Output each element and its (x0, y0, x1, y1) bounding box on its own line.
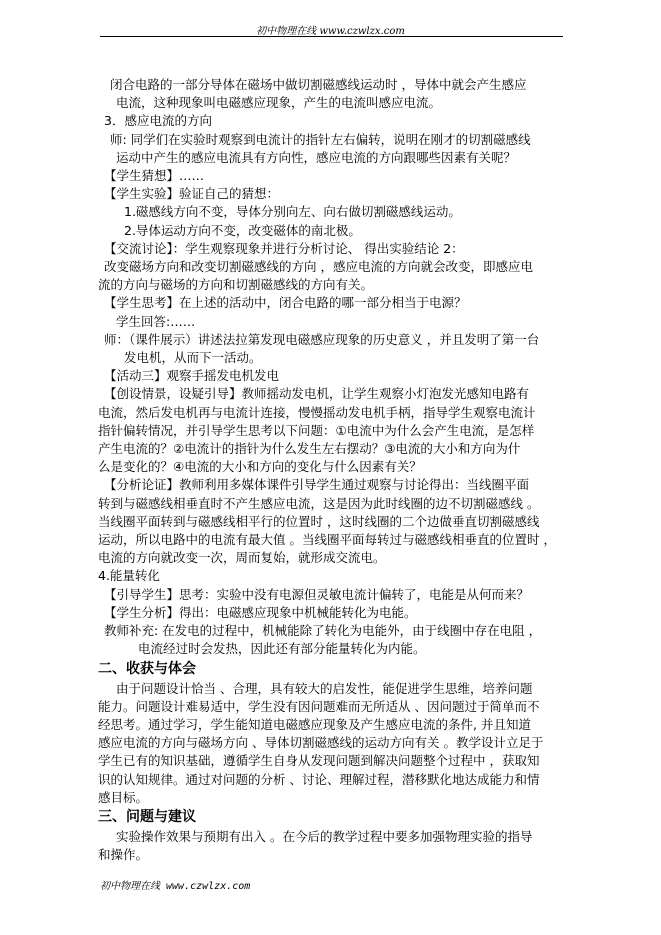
text-line: 学生回答:…… (116, 313, 196, 329)
section-heading: 二、收获与体会 (98, 660, 196, 677)
text-line: 4.能量转化 (98, 568, 160, 584)
text-line: 师：（课件展示）讲述法拉第发现电磁感应现象的历史意义 ，并且发明了第一台 (104, 331, 540, 347)
text-line: 电流经过时会发热，因此还有部分能量转化为内能。 (138, 641, 426, 657)
text-line: 识的认知规律。通过对问题的分析 、讨论、理解过程，潜移默化地达成能力和情 (98, 771, 540, 787)
text-line: 【交流讨论】：学生观察现象并进行分析讨论、 得出实验结论 2： (104, 240, 464, 256)
page-header: 初中物理在线 www.czwlzx.com (256, 26, 405, 37)
text-line: 学生已有的知识基础，遵循学生自身从发现问题到解决问题整个过程中 ，获取知 (98, 753, 540, 769)
text-line: 电流，这种现象叫电磁感应现象，产生的电流叫感应电流。 (116, 95, 442, 111)
text-line: 能力。问题设计难易适中，学生没有因问题难而无所适从 、因问题过于简单而不 (98, 698, 540, 714)
text-line: 转到与磁感线相垂直时不产生感应电流，这是因为此时线圈的边不切割磁感线 。 (98, 495, 540, 511)
text-line: 么是变化的？④电流的大小和方向的变化与什么因素有关？ (98, 459, 422, 475)
text-line: 【学生思考】在上述的活动中，闭合电路的哪一部分相当于电源？ (104, 295, 467, 311)
text-line: 3．感应电流的方向 (104, 113, 212, 129)
text-line: 经思考。通过学习，学生能知道电磁感应现象及产生感应电流的条件, 并且知道 (98, 716, 531, 732)
text-line: 2.导体运动方向不变，改变磁体的南北极。 (124, 222, 361, 238)
text-line: 【引导学生】思考：实验中没有电源但灵敏电流计偏转了，电能是从何而来？ (104, 586, 530, 602)
document-body (98, 76, 568, 864)
text-line: 师: 同学们在实验时观察到电流计的指针左右偏转，说明在刚才的切割磁感线 (110, 131, 531, 147)
text-line: 电流，然后发电机再与电流计连接，慢慢摇动发电机手柄，指导学生观察电流计 (98, 404, 536, 420)
page-footer: 初中物理在线 www.czwlzx.com (100, 881, 251, 892)
text-line: 【学生分析】得出：电磁感应现象中机械能转化为电能。 (104, 604, 417, 620)
text-line: 由于问题设计恰当 、合理，具有较大的启发性，能促进学生思维，培养问题 (116, 680, 533, 696)
text-line: 实验操作效果与预期有出入 。在今后的教学过程中要多加强物理实验的指导 (116, 828, 533, 844)
text-line: 电流的方向就改变一次，周而复始，就形成交流电。 (98, 550, 386, 566)
text-line: 1.磁感线方向不变，导体分别向左、向右做切割磁感线运动。 (124, 204, 461, 220)
text-line: 【创设情景，设疑引导】教师摇动发电机，让学生观察小灯泡发光感知电路有 (104, 386, 530, 402)
text-line: 运动中产生的感应电流具有方向性，感应电流的方向跟哪些因素有关呢？ (116, 149, 517, 165)
text-line: 教师补充: 在发电的过程中，机械能除了转化为电能外，由于线圈中存在电阻 ， (104, 623, 542, 639)
text-line: 发电机，从而下一活动。 (124, 350, 262, 366)
text-line: 改变磁场方向和改变切割磁感线的方向 ，感应电流的方向就会改变，即感应电 (104, 259, 533, 275)
text-line: 闭合电路的一部分导体在磁场中做切割磁感线运动时 ，导体中就会产生感应 (110, 77, 527, 92)
text-line: 产生电流的？②电流计的指针为什么发生左右摆动？③电流的大小和方向为什 (98, 441, 521, 457)
text-line: 【学生猜想】…… (104, 168, 205, 184)
text-line: 感应电流的方向与磁场方向 、导体切割磁感线的运动方向有关 。教学设计立足于 (98, 735, 544, 751)
text-line: 当线圈平面转到与磁感线相平行的位置时 ，这时线圈的二个边做垂直切割磁感线 (98, 513, 540, 529)
section-heading: 三、问题与建议 (98, 808, 196, 825)
header-rule (100, 36, 563, 37)
text-line: 运动，所以电路中的电流有最大值 。当线圈平面每转过与磁感线相垂直的位置时 ， (98, 532, 556, 548)
text-line: 感目标。 (98, 789, 149, 805)
text-line: 指针偏转情况，并引导学生思考以下问题：①电流中为什么会产生电流，是怎样 (98, 422, 535, 438)
text-line: 【分析论证】教师利用多媒体课件引导学生通过观察与讨论得出：当线圈平面 (104, 477, 530, 493)
text-line: 【学生实验】验证自己的猜想： (104, 186, 280, 202)
text-line: 和操作。 (98, 847, 149, 863)
text-line: 【活动三】观察手摇发电机发电 (104, 368, 280, 384)
text-line: 流的方向与磁场的方向和切割磁感线的方向有关。 (98, 277, 374, 293)
